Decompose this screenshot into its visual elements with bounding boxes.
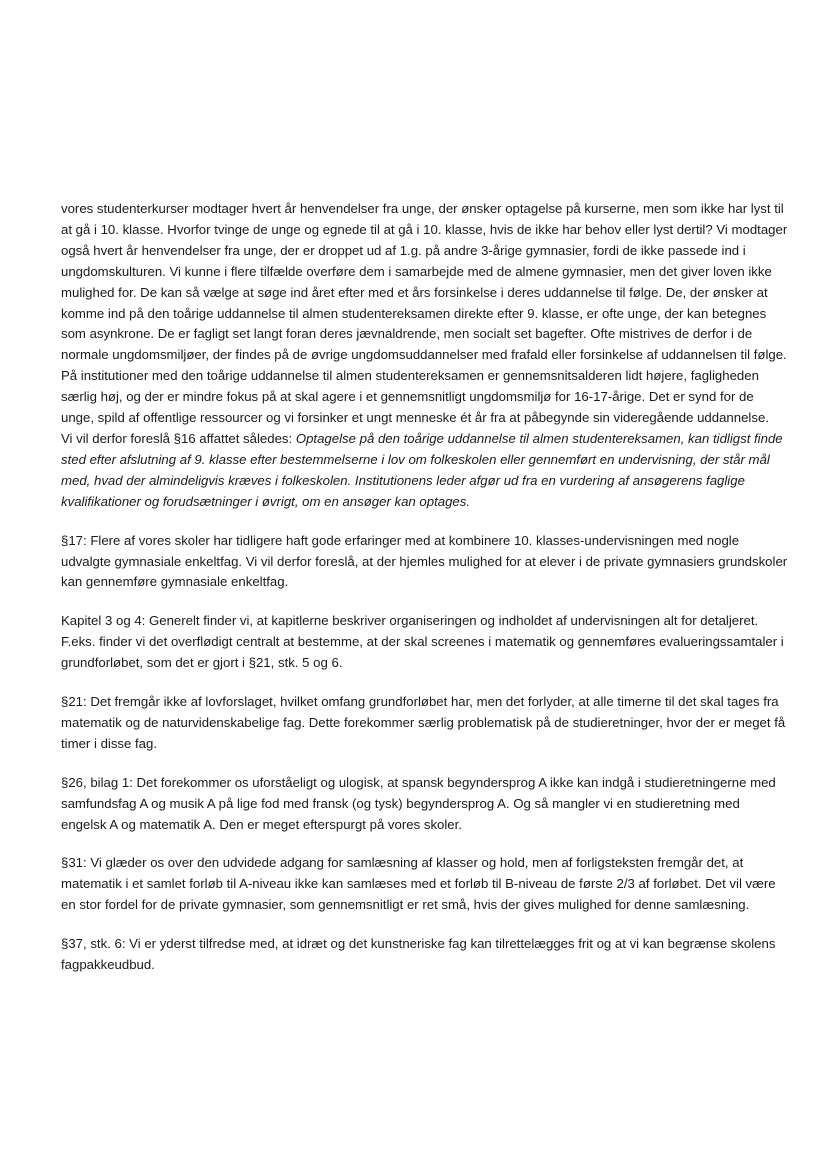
paragraph-section-21: §21: Det fremgår ikke af lovforslaget, hvilket omfang grundforløbet har, men det forlyder, at alle timerne til det skal tages fra matematik og de naturvidenskabelige fag. Dette forekommer særlig problematisk på de studieretninger, hvor der er meget få timer i disse fag. [61, 694, 786, 751]
paragraph-section-31: §31: Vi glæder os over den udvidede adgang for samlæsning af klasser og hold, men af forligsteksten fremgår det, at matematik i et samlet forløb til A-niveau ikke kan samlæses med et forløb til B-niveau de første 2/3 af forløbet. Det vil være en stor fordel for de private gymnasier, som gennemsnitligt er ret små, hvis der gives mulighed for denne samlæsning. [61, 855, 776, 913]
paragraph-section-26: §26, bilag 1: Det forekommer os uforståeligt og ulogisk, at spansk begyndersprog A ikke kan indgå i studieretningerne med samfundsfag A og musik A på lige fod med fransk (og tysk) begyndersprog A. Og så mangler vi en studieretning med engelsk A og matematik A. Den er meget efterspurgt på vores skoler. [61, 774, 776, 832]
section-16-proposed-wording: Optagelse på den toårige uddannelse til almen studentereksamen, kan tidligst finde sted efter afslutning af 9. klasse efter bestemmelserne i lov om folkeskolen eller gennemført en undervisning, der står mål med, hvad der almindeligvis kræves i folkeskolen. Institutionens leder afgør ud fra en vurdering af ansøgerens faglige kvalifikationer og forudsætninger i øvrigt, om en ansøger kan optages. [61, 430, 783, 509]
paragraph-section-16-proposal [61, 429, 788, 513]
paragraph-section-37: §37, stk. 6: Vi er yderst tilfredse med, at idræt og det kunstneriske fag kan tilrettelægges frit og at vi kan begrænse skolens fagpakkeudbud. [61, 936, 776, 973]
paragraph-studenterkurser: vores studenterkurser modtager hvert år henvendelser fra unge, der ønsker optagelse på kurserne, men som ikke har lyst til at gå i 10. klasse. Hvorfor tvinge de unge og egnede til at gå i 10. klasse, hvis de ikke har behov eller lyst dertil? Vi modtager også hvert år henvendelser fra unge, der er droppet ud af 1.g. på andre 3-årige gymnasier, fordi de ikke passede ind i ungdomskulturen. Vi kunne i flere tilfælde overføre dem i samarbejde med de almene gymnasier, men det giver loven ikke mulighed for. De kan så vælge at søge ind året efter med et års forsinkelse i deres uddannelse til følge. De, der ønsker at komme ind på den toårige uddannelse til almen studentereksamen direkte efter 9. klasse, er ofte unge, der kan betegnes som asynkrone. De er fagligt set langt foran deres jævnaldrende, men socialt set bagefter. Ofte mistrives de derfor i de normale ungdomsmiljøer, der findes på de øvrige ungdomsuddannelser med frafald eller forsinkelse af uddannelsen til følge. På institutioner med den toårige uddannelse til almen studentereksamen er gennemsnitsalderen lidt højere, fagligheden særlig høj, og der er mindre fokus på at skal agere i et gennemsnitligt ungdomsmiljø for 16-17-årige. Det er synd for de unge, spild af offentlige ressourcer og vi forsinker et ungt menneske ét år fra at påbegynde sin videregående uddannelse. [61, 201, 788, 426]
paragraph-chapter-3-4: Kapitel 3 og 4: Generelt finder vi, at kapitlerne beskriver organiseringen og indholdet af undervisningen alt for detaljeret. F.eks. finder vi det overflødigt centralt at bestemme, at der skal screenes i matematik og gennemføres evalueringssamtaler i grundforløbet, som det er gjort i §21, stk. 5 og 6. [61, 613, 784, 671]
section-16-lead-text: Vi vil derfor foreslå §16 affattet således: [61, 430, 296, 446]
paragraph-section-17: §17: Flere af vores skoler har tidligere haft gode erfaringer med at kombinere 10. klasses-undervisningen med nogle udvalgte gymnasiale enkeltfag. Vi vil derfor foreslå, at der hjemles mulighed for at elever i de private gymnasiers grundskoler kan gennemføre gymnasiale enkeltfag. [61, 532, 788, 590]
